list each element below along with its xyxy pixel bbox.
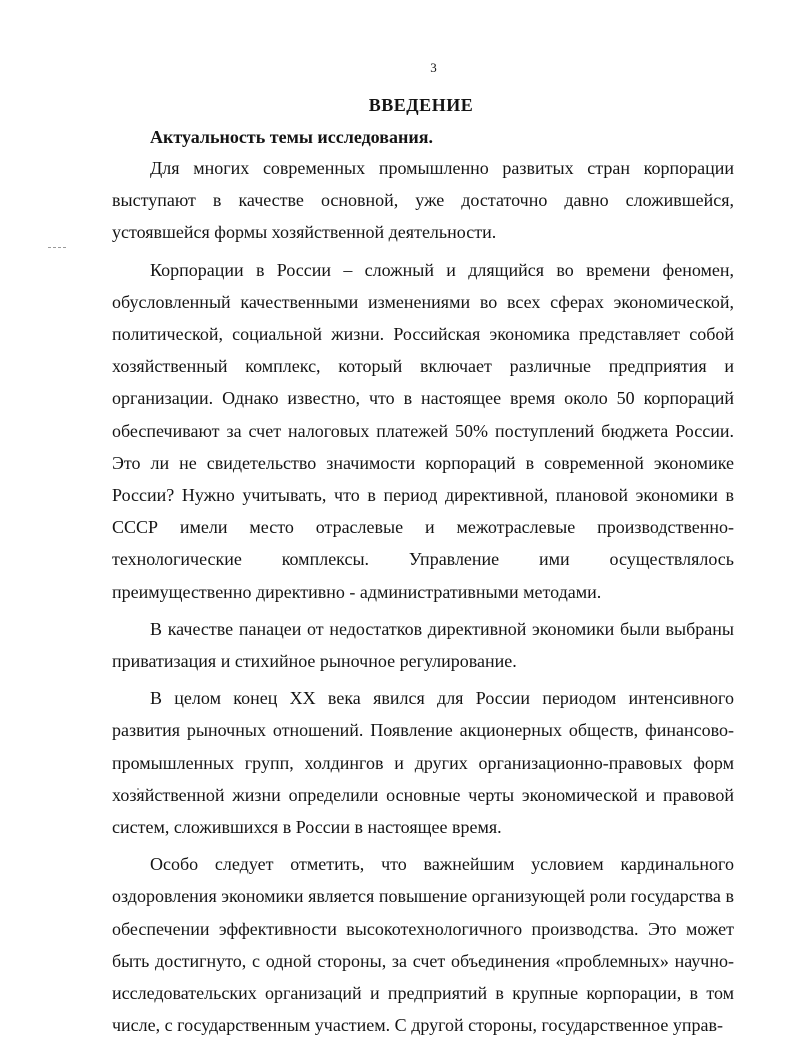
paragraph-5: Особо следует отметить, что важнейшим условием кардинального оздоровления экономики является повышение организующей роли государства в обеспечении эффективности высокотехнологичного производства. Это может быть достигнуто, с одной стороны, за счет объединения «проблемных» научно-исследовательских организаций и предприятий в крупные корпорации, в том числе, с государственным участием. С другой стороны, государственное управ- [112, 854, 734, 1036]
paragraph-4: В целом конец XX века явился для России периодом интенсивного развития рыночных отношений. Появление акционерных обществ, финансово-промышленных групп, холдингов и других организационно-правовых форм хозяйственной жизни определили основные черты экономической и правовой систем, сложившихся в России в настоящее время. [112, 688, 734, 838]
paragraph-2: Корпорации в России – сложный и длящийся во времени феномен, обусловленный качественными изменениями во всех сферах экономической, политической, социальной жизни. Российская экономика представляет собой хозяйственный комплекс, который включает различные предприятия и организации. Однако известно, что в настоящее время около 50 корпораций обеспечивают за счет налоговых платежей 50% поступлений бюджета России. Это ли не свидетельство значимости корпораций в современной экономике России? Нужно учитывать, что в период директивной, плановой экономики в СССР имели место отраслевые и межотраслевые производственно-технологические комплексы. Управление ими осуществлялось преимущественно директивно - административными методами. [112, 259, 734, 602]
page-title: ВВЕДЕНИЕ [368, 95, 474, 115]
scan-margin-mark [48, 247, 66, 250]
page-number: 3 [430, 60, 437, 75]
body-text [112, 152, 734, 1041]
paragraph-3: В качестве панацеи от недостатков директивной экономики были выбраны приватизация и стихийное рыночное регулирование. [112, 618, 734, 672]
section-heading: Актуальность темы исследования. [150, 127, 433, 147]
paragraph-1: Для многих современных промышленно развитых стран корпорации выступают в качестве основной, уже достаточно давно сложившейся, устоявшейся формы хозяйственной деятельности. [112, 158, 734, 243]
